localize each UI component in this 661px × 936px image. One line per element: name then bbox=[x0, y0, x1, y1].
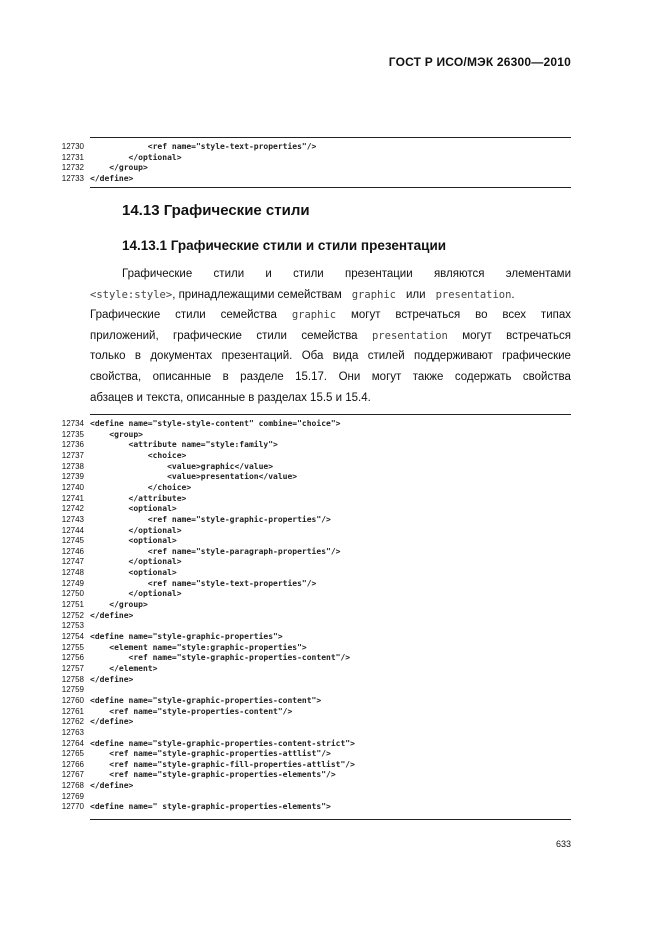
code-text: <attribute name="style:family"> bbox=[90, 440, 278, 450]
code-text: <ref name="style-text-properties"/> bbox=[90, 142, 317, 151]
paragraph-word: встречаться bbox=[395, 309, 461, 322]
code-text: </optional> bbox=[90, 525, 182, 535]
code-text: </define> bbox=[90, 610, 134, 620]
code-block-top bbox=[50, 137, 571, 189]
paragraph-word: презентаций. bbox=[221, 350, 293, 363]
paragraph-word: стили bbox=[213, 268, 245, 280]
line-number: 12765 bbox=[61, 749, 84, 759]
line-number: 12733 bbox=[61, 173, 84, 183]
paragraph-word: всех bbox=[502, 309, 527, 322]
line-number: 12748 bbox=[61, 568, 84, 578]
code-text: <ref name="style-graphic-fill-properties-attlist"/> bbox=[90, 759, 355, 769]
paragraph-word: поддерживают bbox=[414, 350, 493, 363]
paragraph-word: могут bbox=[462, 329, 492, 342]
paragraph-word: абзацев и текста, описанные в разделах 15.5 и 15.4. bbox=[90, 391, 371, 404]
inline-code: presentation bbox=[371, 329, 448, 342]
paragraph-word: могут bbox=[371, 370, 402, 383]
line-number: 12752 bbox=[61, 610, 84, 620]
line-number: 12766 bbox=[61, 759, 84, 769]
paragraph-word: в bbox=[134, 350, 141, 363]
paragraph-word: семейства bbox=[220, 309, 277, 322]
code-text: <ref name="style-graphic-properties-attlist"/> bbox=[90, 749, 331, 759]
line-number: 12761 bbox=[61, 706, 84, 716]
line-number: 12770 bbox=[61, 802, 84, 812]
line-number: 12762 bbox=[61, 717, 84, 727]
code-text: </group> bbox=[90, 600, 148, 610]
paragraph-word: и bbox=[265, 268, 272, 280]
paragraph-word: стили bbox=[256, 329, 287, 342]
paragraph-word: свойства bbox=[522, 370, 571, 383]
code-text: </optional> bbox=[90, 557, 182, 567]
line-number: 12732 bbox=[61, 163, 84, 172]
line-number: 12757 bbox=[61, 663, 84, 673]
code-text: <define name="style-style-content" combine="choice"> bbox=[90, 419, 341, 428]
paragraph-word: Оба bbox=[301, 350, 324, 363]
line-number: 12756 bbox=[61, 653, 84, 663]
code-text: </define> bbox=[90, 173, 134, 183]
line-number: 12738 bbox=[61, 461, 84, 471]
code-text: <ref name="style-graphic-properties"/> bbox=[90, 514, 331, 524]
paragraph-word: свойства, bbox=[90, 370, 142, 383]
code-rule-top bbox=[90, 137, 571, 138]
code-text: <choice> bbox=[90, 450, 187, 460]
paragraph-word: описанные bbox=[152, 370, 212, 383]
paragraph-word: . bbox=[511, 288, 515, 301]
paragraph-word: Графические bbox=[122, 268, 193, 280]
line-number: 12754 bbox=[61, 632, 84, 641]
paragraph-word: , принадлежащими семействам bbox=[172, 288, 342, 301]
line-number: 12747 bbox=[61, 557, 84, 567]
paragraph-word: стили bbox=[175, 309, 206, 322]
line-number: 12760 bbox=[61, 695, 84, 705]
section-heading: 14.13 Графические стили bbox=[122, 202, 310, 219]
code-text: <ref name="style-paragraph-properties"/> bbox=[90, 546, 341, 556]
code-text: <optional> bbox=[90, 536, 177, 546]
paragraph-word: 15.17. bbox=[295, 370, 328, 383]
code-text: </choice> bbox=[90, 482, 192, 492]
paragraph-word: элементами bbox=[505, 268, 571, 280]
code-text: <value>presentation</value> bbox=[90, 472, 298, 482]
line-number: 12736 bbox=[61, 440, 84, 450]
paragraph-line bbox=[90, 346, 571, 367]
code-text: <define name="style-graphic-properties"> bbox=[90, 632, 283, 641]
page-number: 633 bbox=[556, 839, 572, 849]
code-text: <value>graphic</value> bbox=[90, 461, 274, 471]
code-text: <define name=" style-graphic-properties-elements"> bbox=[90, 802, 331, 812]
paragraph-word: вида bbox=[332, 350, 359, 363]
code-text: <ref name="style-graphic-properties-content"/> bbox=[90, 653, 351, 663]
paragraph-line bbox=[90, 264, 571, 285]
paragraph-word: или bbox=[406, 288, 426, 301]
code-text: <optional> bbox=[90, 504, 177, 514]
code-text: <define name="style-graphic-properties-content"> bbox=[90, 695, 322, 705]
paragraph-word: графические bbox=[502, 350, 571, 363]
line-number: 12731 bbox=[61, 152, 84, 162]
paragraph-word: стили bbox=[293, 268, 324, 280]
line-number: 12735 bbox=[61, 429, 84, 439]
paragraph-word: Они bbox=[338, 370, 361, 383]
code-text: </define> bbox=[90, 674, 134, 684]
line-number: 12750 bbox=[61, 589, 84, 599]
line-number: 12745 bbox=[61, 536, 84, 546]
paragraph-line bbox=[90, 326, 571, 347]
code-text: <ref name="style-text-properties"/> bbox=[90, 578, 317, 588]
paragraph-word: презентации bbox=[345, 268, 413, 280]
body-paragraph bbox=[90, 264, 571, 408]
paragraph-word: являются bbox=[433, 268, 485, 280]
paragraph-word: стилей bbox=[367, 350, 405, 363]
code-rule-bottom bbox=[90, 187, 571, 188]
code-text: </define> bbox=[90, 717, 134, 727]
code-text: <ref name="style-graphic-properties-elements"/> bbox=[90, 770, 336, 780]
code-text: <element name="style:graphic-properties"> bbox=[90, 642, 307, 652]
paragraph-line bbox=[90, 388, 571, 409]
line-number: 12753 bbox=[61, 621, 84, 631]
line-number: 12763 bbox=[61, 727, 84, 737]
line-number: 12739 bbox=[61, 472, 84, 482]
code-text: <ref name="style-properties-content"/> bbox=[90, 706, 293, 716]
code-text: <group> bbox=[90, 429, 143, 439]
inline-code: <style:style> bbox=[90, 288, 173, 301]
code-text: </element> bbox=[90, 663, 158, 673]
paragraph-word: разделе bbox=[240, 370, 284, 383]
line-number: 12743 bbox=[61, 514, 84, 524]
code-text: </attribute> bbox=[90, 493, 187, 503]
paragraph-line bbox=[90, 285, 571, 306]
subsection-heading: 14.13.1 Графические стили и стили презентации bbox=[122, 238, 447, 253]
code-text: <optional> bbox=[90, 568, 177, 578]
paragraph-word: только bbox=[90, 350, 126, 363]
code-text: </optional> bbox=[90, 152, 182, 162]
line-number: 12768 bbox=[61, 781, 84, 791]
line-number: 12746 bbox=[61, 546, 84, 556]
paragraph-word: во bbox=[475, 309, 488, 322]
paragraph-word: встречаться bbox=[506, 329, 571, 342]
paragraph-word: также bbox=[412, 370, 444, 383]
line-number: 12734 bbox=[61, 419, 84, 428]
line-number: 12751 bbox=[61, 600, 84, 610]
line-number: 12764 bbox=[61, 738, 84, 748]
paragraph-word: могут bbox=[350, 309, 381, 322]
line-number: 12758 bbox=[61, 674, 84, 684]
line-number: 12769 bbox=[61, 791, 84, 801]
line-number: 12737 bbox=[61, 450, 84, 460]
line-number: 12744 bbox=[61, 525, 84, 535]
line-number: 12755 bbox=[61, 642, 84, 652]
line-number: 12730 bbox=[61, 142, 84, 151]
paragraph-word: семейства bbox=[301, 329, 358, 342]
paragraph-line bbox=[90, 367, 571, 388]
paragraph-word: Графические bbox=[90, 309, 161, 322]
inline-code: graphic bbox=[351, 288, 396, 301]
inline-code: graphic bbox=[291, 309, 337, 322]
code-text: <define name="style-graphic-properties-content-strict"> bbox=[90, 738, 355, 748]
code-text: </optional> bbox=[90, 589, 182, 599]
paragraph-word: документах bbox=[150, 350, 213, 363]
line-number: 12759 bbox=[61, 685, 84, 695]
code-text: </group> bbox=[90, 163, 148, 172]
line-number: 12742 bbox=[61, 504, 84, 514]
page-header: ГОСТ Р ИСО/МЭК 26300—2010 bbox=[388, 55, 571, 69]
paragraph-word: типах bbox=[540, 309, 571, 322]
code-block-main bbox=[50, 414, 571, 820]
inline-code: presentation bbox=[435, 288, 512, 301]
line-number: 12740 bbox=[61, 482, 84, 492]
line-number: 12741 bbox=[61, 493, 84, 503]
line-number: 12767 bbox=[61, 770, 84, 780]
paragraph-line bbox=[90, 305, 571, 326]
paragraph-word: содержать bbox=[454, 370, 512, 383]
code-rule-bottom bbox=[90, 819, 571, 820]
paragraph-word: в bbox=[222, 370, 229, 383]
line-number: 12749 bbox=[61, 578, 84, 588]
paragraph-word: приложений, bbox=[90, 329, 159, 342]
code-rule-top bbox=[90, 414, 571, 415]
paragraph-word: графические bbox=[173, 329, 242, 342]
code-text: </define> bbox=[90, 781, 134, 791]
